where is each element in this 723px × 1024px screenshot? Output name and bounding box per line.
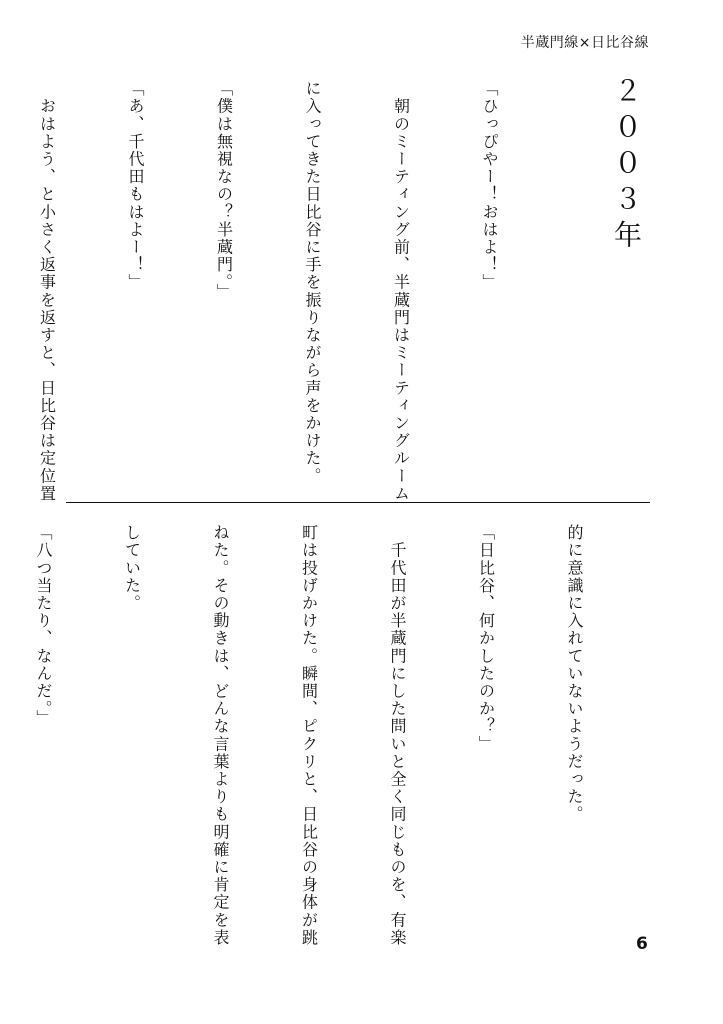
text-line: 的に意識に入れていないようだった。	[565, 524, 584, 824]
header-title: 半蔵門線×日比谷線	[520, 35, 649, 51]
bottom-text-block	[34, 524, 648, 947]
text-line: 「ひっぴやー！おはよ！」	[480, 80, 499, 292]
top-text-block	[37, 80, 563, 503]
text-line: おはよう、と小さく返事を返すと、日比谷は定位置	[37, 80, 57, 503]
text-line: ねた。その動きは、どんな言葉よりも明確に肯定を表	[211, 524, 230, 947]
text-line: 朝のミーティング前、半蔵門はミーティングルーム	[391, 80, 411, 503]
text-line: 「僕は無視なの？半蔵門。」	[214, 80, 234, 301]
text-line: 「八つ当たり、なんだ。」	[34, 524, 53, 728]
text-line: 千代田が半蔵門にした問いと全く同じものを、有楽	[388, 524, 407, 947]
text-line: 町は投げかけた。瞬間、ピクリと、日比谷の身体が跳	[299, 524, 319, 947]
section-divider	[66, 502, 650, 503]
text-line: 「日比谷、何かしたのか？」	[476, 524, 496, 753]
text-line: していた。	[122, 524, 142, 612]
page-number: 6	[636, 934, 648, 954]
chapter-title: ２００３年	[610, 76, 643, 256]
text-line: 「あ、千代田もはよー！」	[126, 80, 145, 292]
text-line: に入ってきた日比谷に手を振りながら声をかけた。	[303, 80, 322, 485]
